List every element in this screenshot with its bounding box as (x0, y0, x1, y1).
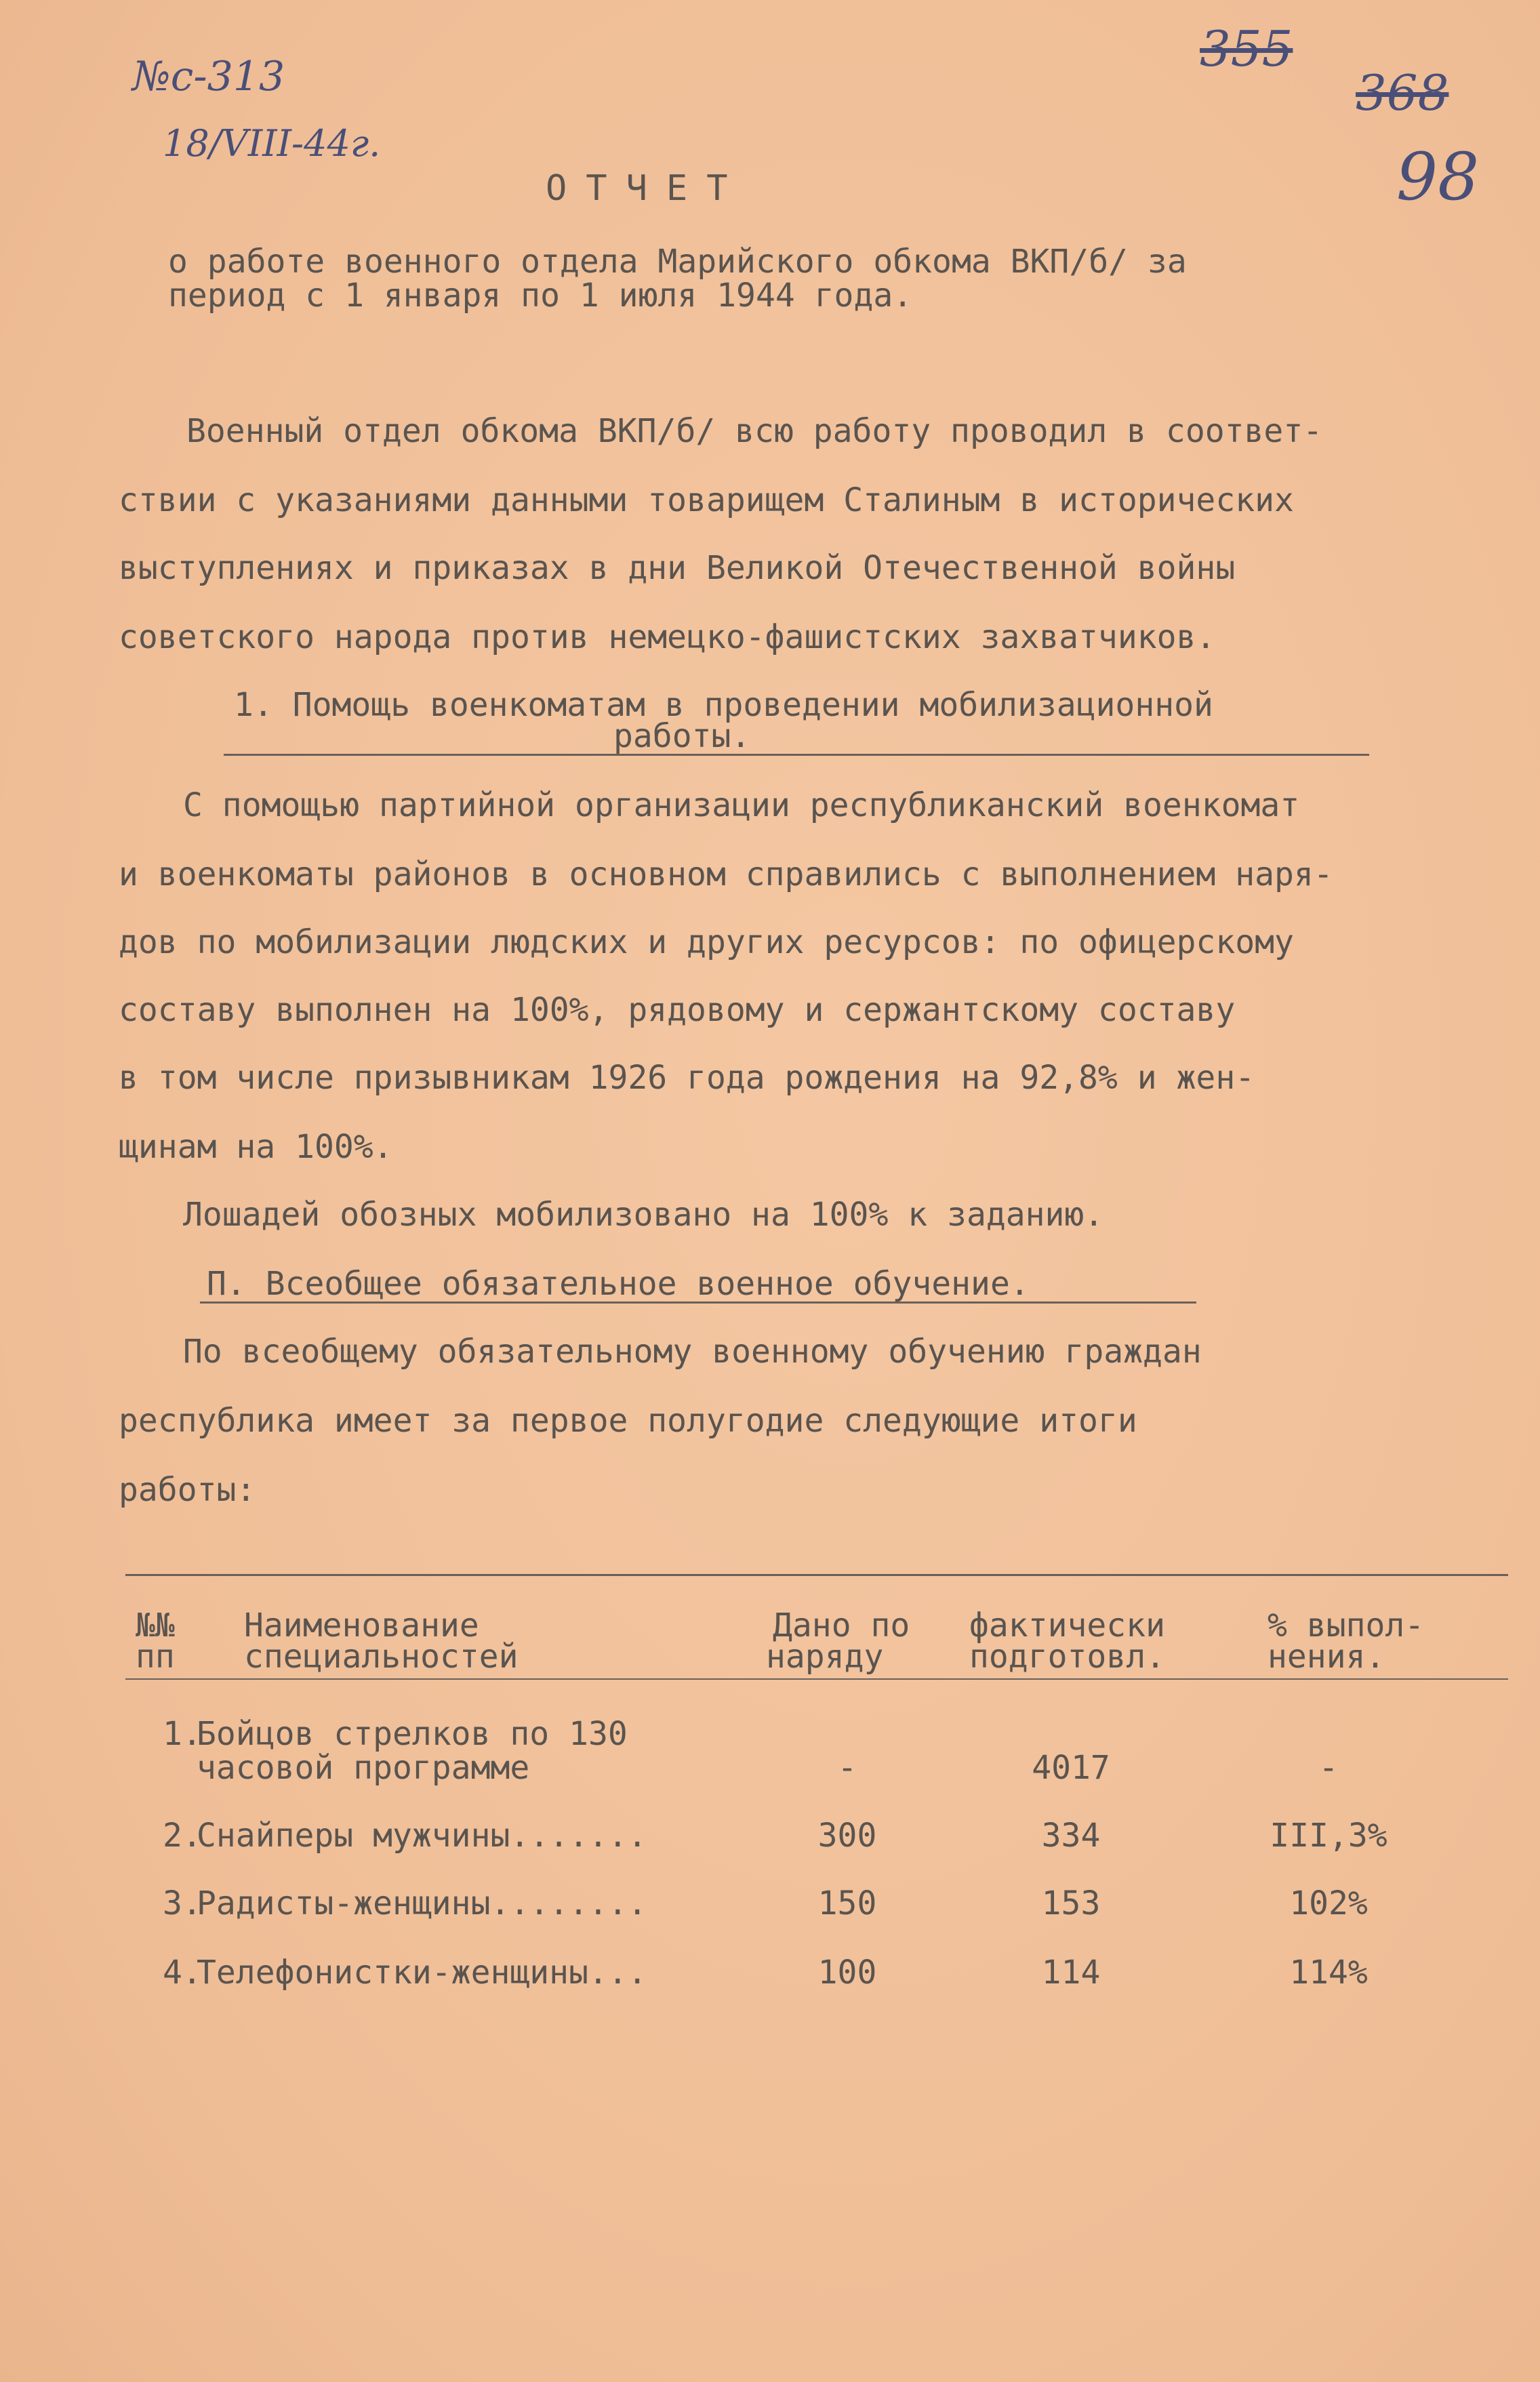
row3-name: Радисты-женщины........ (197, 1884, 647, 1922)
row4-actual: 114 (1041, 1954, 1101, 1992)
row1-num: 1. (163, 1715, 202, 1753)
header-actual-1: фактически (969, 1607, 1165, 1644)
section1-body-line-3: дов по мобилизации людских и других ресурсов: по офицерскому (119, 923, 1294, 961)
handwritten-page-crossed-2: 368 (1356, 64, 1449, 121)
header-actual-2: подготовл. (969, 1638, 1165, 1676)
section1-body-line-5: в том числе призывникам 1926 года рождения на 92,8% и жен- (119, 1059, 1255, 1097)
row3-plan: 150 (817, 1884, 877, 1922)
intro-line-4: советского народа против немецко-фашистских захватчиков. (119, 618, 1216, 656)
intro-line-3: выступлениях и приказах в дни Великой Отечественной войны (119, 549, 1236, 587)
row4-num: 4. (163, 1954, 202, 1992)
handwritten-reference-number: №с-313 (132, 53, 285, 100)
row1-plan: - (837, 1749, 857, 1787)
intro-line-1: Военный отдел обкома ВКП/б/ всю работу проводил в соответ- (186, 412, 1323, 450)
row2-percent: III,3% (1270, 1817, 1387, 1855)
table-top-rule (125, 1574, 1508, 1576)
section1-body-line-1: С помощью партийной организации республиканский военкомат (183, 786, 1300, 824)
handwritten-reference-date: 18/VIII-44г. (163, 122, 381, 165)
row4-name: Телефонистки-женщины... (197, 1954, 647, 1992)
intro-line-2: ствии с указаниями данными товарищем Сталиным в исторических (119, 481, 1294, 519)
header-plan-2: наряду (766, 1638, 884, 1676)
handwritten-page-crossed-1: 355 (1200, 20, 1293, 77)
handwritten-page-number: 98 (1396, 139, 1480, 215)
header-percent-2: нения. (1268, 1638, 1385, 1676)
header-num-1: №№ (136, 1607, 175, 1644)
row3-percent: 102% (1289, 1884, 1368, 1922)
section1-body-line-6: щинам на 100%. (119, 1128, 393, 1166)
section1-heading-line-1: 1. Помощь военкоматам в проведении мобилизационной (234, 686, 1213, 724)
row1-percent: - (1318, 1749, 1339, 1787)
header-num-2: пп (136, 1638, 175, 1676)
row4-plan: 100 (817, 1954, 877, 1992)
row1-name-1: Бойцов стрелков по 130 (197, 1715, 628, 1753)
row2-num: 2. (163, 1817, 202, 1855)
section2-body-line-2: республика имеет за первое полугодие следующие итоги (119, 1402, 1137, 1440)
section2-body-line-1: По всеобщему обязательному военному обучению граждан (183, 1333, 1202, 1371)
header-name-2: специальностей (244, 1638, 519, 1676)
row3-actual: 153 (1041, 1884, 1101, 1922)
row4-percent: 114% (1289, 1954, 1368, 1992)
header-plan-1: Дано по (773, 1607, 910, 1644)
subtitle-line-2: период с 1 января по 1 июля 1944 года. (168, 277, 913, 315)
section2-heading: П. Всеобщее обязательное военное обучение. (207, 1265, 1030, 1303)
section1-body-line-2: и военкоматы районов в основном справились с выполнением наря- (119, 855, 1333, 893)
subtitle-line-1: о работе военного отдела Марийского обкома ВКП/б/ за (168, 243, 1187, 281)
section1-horses-line: Лошадей обозных мобилизовано на 100% к заданию. (183, 1196, 1104, 1234)
row2-plan: 300 (817, 1817, 877, 1855)
row2-name: Снайперы мужчины....... (197, 1817, 647, 1855)
header-percent-1: % выпол- (1268, 1607, 1425, 1644)
table-header-rule (125, 1678, 1508, 1680)
row1-actual: 4017 (1032, 1749, 1110, 1787)
row3-num: 3. (163, 1884, 202, 1922)
section2-body-line-3: работы: (119, 1471, 256, 1509)
section1-body-line-4: составу выполнен на 100%, рядовому и сержантскому составу (119, 991, 1236, 1029)
section2-heading-underline (200, 1301, 1196, 1304)
row2-actual: 334 (1041, 1817, 1101, 1855)
section1-heading-underline (224, 754, 1369, 756)
row1-name-2: часовой программе (197, 1749, 530, 1787)
document-title: ОТЧЕТ (546, 168, 747, 209)
section1-heading-line-2: работы. (613, 717, 751, 755)
header-name-1: Наименование (244, 1607, 479, 1644)
